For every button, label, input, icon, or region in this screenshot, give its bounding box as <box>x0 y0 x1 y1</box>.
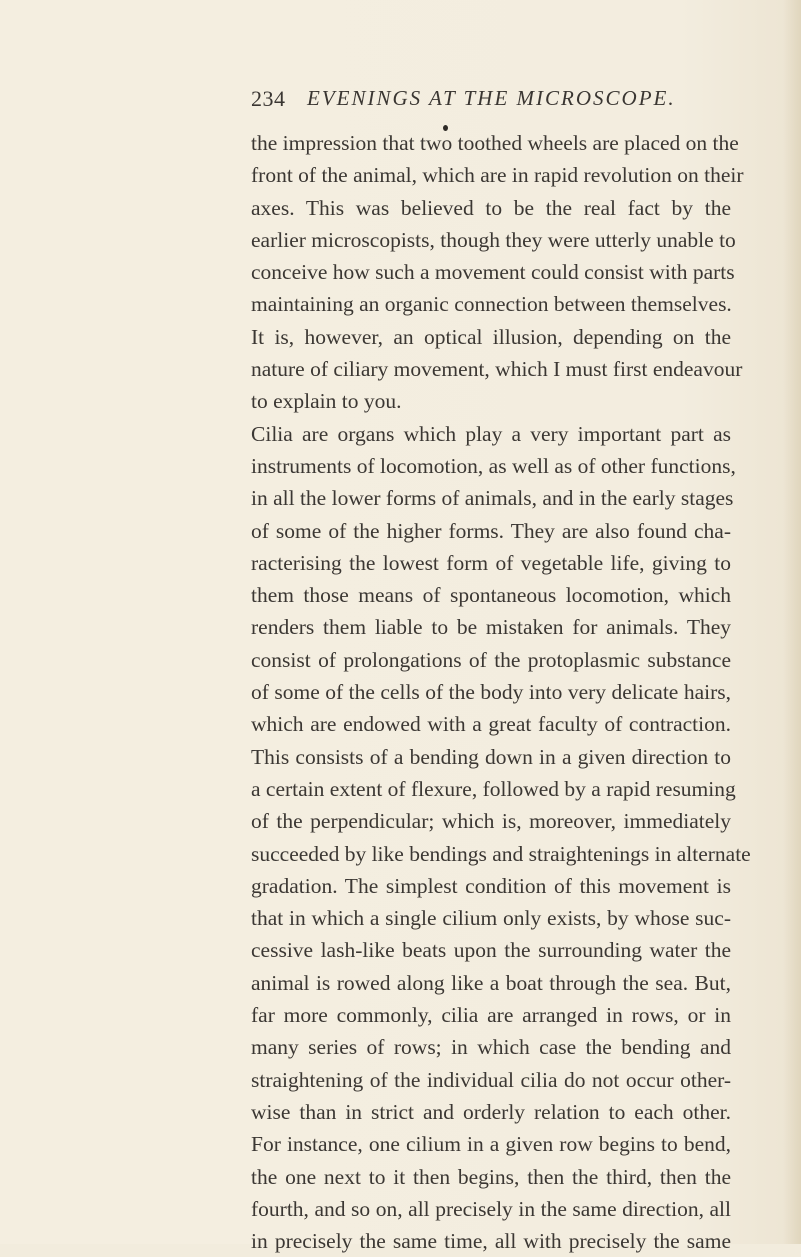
text-line: to explain to you. <box>251 389 402 414</box>
text-line: This consists of a bending down in a given direction to <box>251 744 731 769</box>
page-edge-shadow <box>783 0 801 1244</box>
text-line: of some of the cells of the body into very delicate hairs, <box>251 680 731 705</box>
text-line: straightening of the individual cilia do not occur other- <box>251 1067 731 1092</box>
text-line: cessive lash-like beats upon the surrounding water the <box>251 938 731 963</box>
text-line: far more commonly, cilia are arranged in rows, or in <box>251 1003 731 1028</box>
text-line: For instance, one cilium in a given row begins to bend, <box>251 1132 731 1157</box>
text-line: many series of rows; in which case the bending and <box>251 1035 731 1060</box>
text-line: earlier microscopists, though they were utterly unable to <box>251 227 736 252</box>
text-line: renders them liable to be mistaken for animals. They <box>251 615 731 640</box>
text-line: consist of prolongations of the protoplasmic substance <box>251 647 731 672</box>
text-line: a certain extent of flexure, followed by a rapid resuming <box>251 776 736 801</box>
text-line: which are endowed with a great faculty of contraction. <box>251 712 731 737</box>
text-line: conceive how such a movement could consist with parts <box>251 260 735 285</box>
text-line: them those means of spontaneous locomotion, which <box>251 583 731 608</box>
text-line: of the perpendicular; which is, moreover, immediately <box>251 809 731 834</box>
body-text <box>251 127 751 1257</box>
text-line: in all the lower forms of animals, and in the early stages <box>251 486 734 511</box>
text-line: animal is rowed along like a boat through the sea. But, <box>251 970 731 995</box>
text-line: front of the animal, which are in rapid revolution on their <box>251 163 744 188</box>
text-line: in precisely the same time, all with precisely the same <box>251 1229 731 1254</box>
text-line: fourth, and so on, all precisely in the same direction, all <box>251 1196 731 1221</box>
text-line: It is, however, an optical illusion, depending on the <box>251 324 731 349</box>
text-line: of some of the higher forms. They are also found cha- <box>251 518 731 543</box>
text-line: gradation. The simplest condition of this movement is <box>251 873 731 898</box>
text-line: the one next to it then begins, then the third, then the <box>251 1164 731 1189</box>
text-line: the impression that two toothed wheels are placed on the <box>251 131 739 155</box>
text-line: instruments of locomotion, as well as of other functions, <box>251 453 736 478</box>
text-line: maintaining an organic connection between themselves. <box>251 292 732 317</box>
text-line: axes. This was believed to be the real fact by the <box>251 195 731 220</box>
page-header <box>251 86 771 116</box>
text-line: Cilia are organs which play a very important part as <box>251 421 731 446</box>
text-line: succeeded by like bendings and straightenings in alternate <box>251 841 751 866</box>
text-line: nature of ciliary movement, which I must first endeavour <box>251 357 743 382</box>
text-line: that in which a single cilium only exists, by whose suc- <box>251 906 731 931</box>
page-number: 234 <box>251 86 286 111</box>
text-line: wise than in strict and orderly relation to each other. <box>251 1099 731 1124</box>
running-title: EVENINGS AT THE MICROSCOPE. <box>307 86 676 110</box>
text-line: racterising the lowest form of vegetable life, giving to <box>251 550 731 575</box>
